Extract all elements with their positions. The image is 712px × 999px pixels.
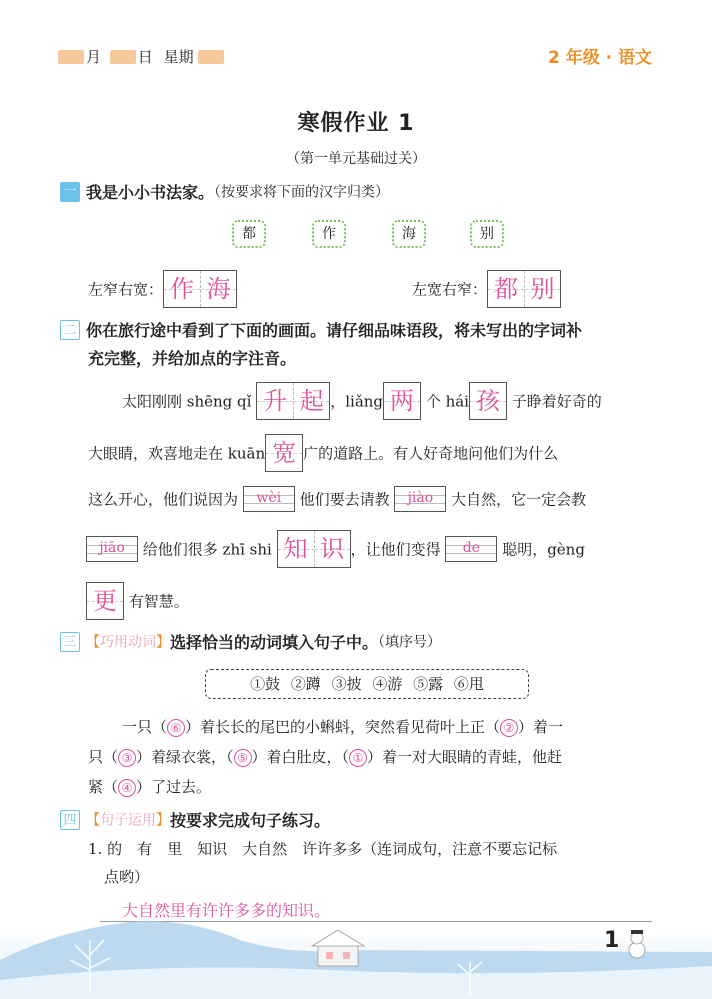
answer-grid[interactable]	[487, 270, 561, 308]
answer-char: 别	[530, 275, 555, 303]
char-frame: 都	[232, 220, 266, 248]
answer-grid[interactable]	[86, 582, 124, 620]
section3-tag: 【巧用动词】	[86, 634, 170, 651]
answer-grid[interactable]	[383, 382, 421, 420]
sentence-line-3	[88, 776, 211, 797]
answer-char: 宽	[272, 439, 297, 467]
section3-tag-text: 巧用动词	[100, 634, 156, 651]
verb-answer[interactable]: ①	[349, 749, 367, 767]
section1-number: 一	[60, 182, 80, 202]
sentence-text: ）着一对大眼睛的青蛙，他赶	[367, 748, 563, 766]
day-blank[interactable]	[110, 50, 136, 64]
section3-header	[60, 630, 441, 653]
page-number: 1	[604, 928, 620, 953]
pinyin-answer: de	[462, 540, 481, 556]
passage-text: 聪明，gèng	[502, 540, 585, 559]
passage-line-4	[86, 530, 585, 568]
section4-header	[60, 808, 330, 831]
answer-char: 起	[299, 387, 324, 415]
passage-text: 这么开心，他们说因为	[88, 490, 239, 509]
passage-text: 他们要去请教	[299, 490, 390, 509]
sentence-text: 一只（	[122, 718, 168, 736]
grade-subject: 2 年级 · 语文	[547, 48, 652, 68]
passage-text: 大自然，它一定会教	[451, 490, 587, 509]
verb-answer[interactable]: ④	[118, 779, 136, 797]
question-1-line-1: 1. 的 有 里 知识 大自然 许许多多（连词成句，注意不要忘记标	[88, 840, 558, 858]
weekday-label: 星期	[163, 48, 194, 66]
passage-line-3	[88, 486, 586, 512]
section3-note: （填序号）	[378, 634, 442, 651]
sentence-text: 紧（	[88, 778, 119, 796]
verb-options: ①鼓 ②蹲 ③披 ④游 ⑤露 ⑥甩	[205, 669, 529, 699]
section3-title: 选择恰当的动词填入句子中。	[170, 633, 379, 652]
day-label: 日	[137, 48, 153, 66]
answer-char: 两	[390, 387, 415, 415]
answer-grid[interactable]	[163, 270, 237, 308]
answer-char: 都	[494, 275, 519, 303]
pinyin-answer: wèi	[256, 490, 282, 506]
section1-note: （按要求将下面的汉字归类）	[214, 184, 390, 201]
sentence-text: ）着白肚皮，（	[251, 748, 350, 766]
section4-tag: 【句子运用】	[86, 812, 170, 829]
answer-char: 海	[206, 275, 231, 303]
page-title: 寒假作业 1	[297, 111, 415, 136]
pinyin-answer: jiào	[407, 490, 434, 506]
verb-answer[interactable]: ⑤	[234, 749, 252, 767]
pinyin-box[interactable]	[86, 536, 138, 562]
left-narrow-row	[88, 270, 237, 308]
passage-text: 个 hái	[425, 392, 469, 411]
passage-text: 有智慧。	[128, 592, 189, 611]
char-frame: 海	[392, 220, 426, 248]
sentence-text: ）着长长的尾巴的小蝌蚪，突然看见荷叶上正（	[185, 718, 501, 736]
passage-text: 给他们很多 zhī shi	[142, 540, 272, 559]
sentence-text: 只（	[88, 748, 119, 766]
passage-text: 广的道路上。有人好奇地问他们为什么	[303, 444, 559, 463]
passage-text: ，让他们变得	[350, 540, 441, 559]
question-1-line-2: 点哟）	[104, 868, 150, 886]
passage-text: 子睁着好奇的	[511, 392, 602, 411]
month-blank[interactable]	[58, 50, 84, 64]
section3-number: 三	[60, 632, 80, 652]
answer-grid[interactable]	[256, 382, 330, 420]
section2-header	[60, 318, 582, 341]
passage-text: ，liǎng	[330, 392, 384, 411]
pinyin-box[interactable]	[394, 486, 446, 512]
answer-char: 升	[263, 387, 288, 415]
verb-answer[interactable]: ⑥	[167, 719, 185, 737]
pinyin-box[interactable]	[445, 536, 497, 562]
section4-number: 四	[60, 810, 80, 830]
sentence-text: ）了过去。	[136, 778, 212, 796]
answer-char: 更	[93, 587, 117, 615]
verb-answer[interactable]: ③	[118, 749, 136, 767]
section1-header	[60, 180, 389, 203]
verb-answer[interactable]: ②	[500, 719, 518, 737]
answer-grid[interactable]	[277, 530, 351, 568]
section1-title: 我是小小书法家。	[86, 183, 215, 202]
weekday-blank[interactable]	[198, 50, 224, 64]
passage-line-2	[88, 434, 558, 472]
sentence-text: ）着绿衣裳，（	[136, 748, 234, 766]
char-frame: 别	[470, 220, 504, 248]
page-subtitle: （第一单元基础过关）	[286, 151, 426, 167]
passage-line-5	[86, 582, 189, 620]
sentence-line-2	[88, 746, 562, 767]
answer-char: 作	[170, 275, 195, 303]
answer-grid[interactable]	[469, 382, 507, 420]
answer-char: 识	[320, 535, 345, 563]
section2-title-line2: 充完整，并给加点的字注音。	[88, 349, 297, 368]
sentence-text: ）着一	[518, 718, 564, 736]
sentence-line-1	[122, 716, 563, 737]
left-wide-row	[412, 270, 561, 308]
month-label: 月	[86, 48, 102, 66]
left-narrow-label: 左窄右宽：	[88, 280, 164, 299]
answer-char: 孩	[475, 387, 500, 415]
question-1-answer: 大自然里有许许多多的知识。	[122, 901, 331, 920]
left-wide-label: 左宽右窄：	[412, 280, 488, 299]
answer-char: 知	[283, 535, 308, 563]
date-line	[58, 46, 224, 67]
section4-title: 按要求完成句子练习。	[170, 811, 331, 830]
section4-tag-text: 句子运用	[100, 812, 156, 829]
section2-title-line1: 你在旅行途中看到了下面的画面。请仔细品味语段，将未写出的字词补	[86, 321, 583, 340]
pinyin-box[interactable]	[243, 486, 295, 512]
section2-number: 二	[60, 320, 80, 340]
passage-line-1	[122, 382, 602, 420]
answer-grid[interactable]	[265, 434, 303, 472]
pinyin-answer: jiāo	[99, 540, 125, 556]
passage-text: 太阳刚刚 shēng qǐ	[122, 392, 252, 411]
char-frame: 作	[312, 220, 346, 248]
passage-text: 大眼睛，欢喜地走在 kuān	[88, 444, 266, 463]
